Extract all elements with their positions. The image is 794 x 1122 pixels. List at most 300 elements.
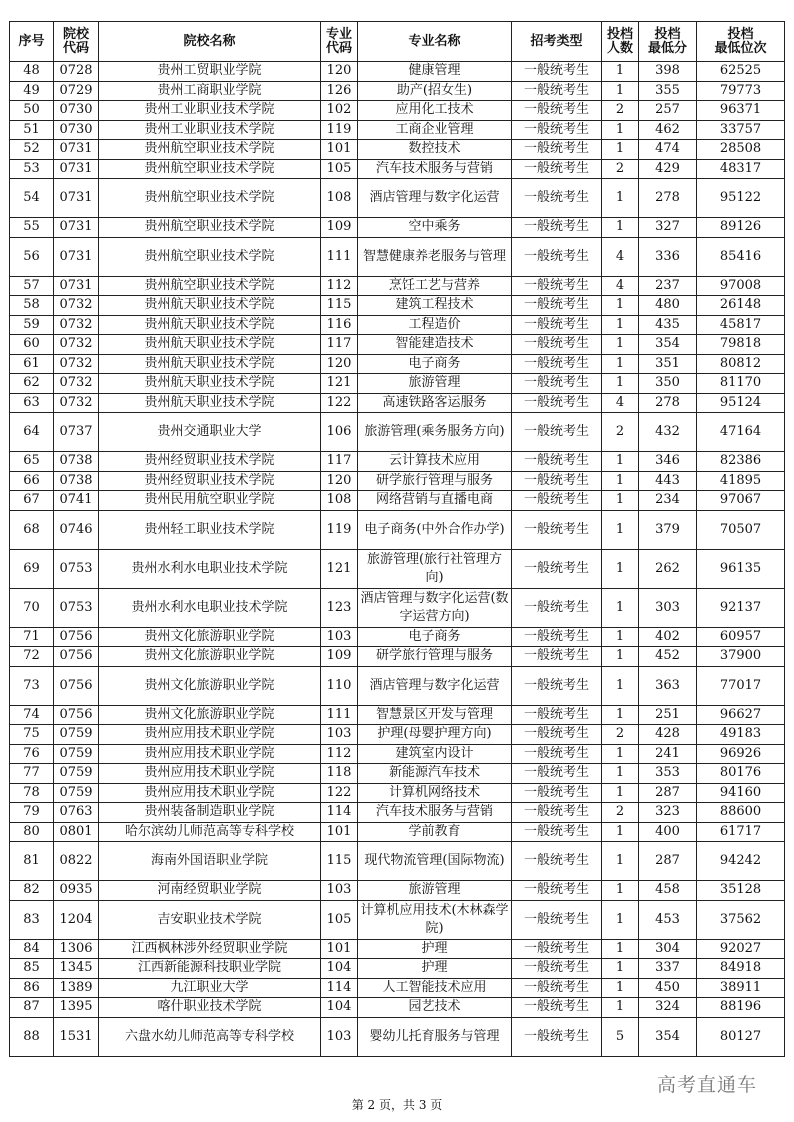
cell-school-code: 0738 xyxy=(54,471,99,491)
cell-min-score: 327 xyxy=(639,218,697,238)
cell-min-score: 278 xyxy=(639,393,697,413)
header-seq: 序号 xyxy=(10,22,54,62)
cell-min-rank: 96926 xyxy=(697,744,785,764)
cell-count: 1 xyxy=(602,491,639,511)
cell-major-code: 105 xyxy=(321,159,358,179)
table-row xyxy=(10,959,785,979)
cell-school-code: 0759 xyxy=(54,744,99,764)
cell-count: 4 xyxy=(602,237,639,276)
cell-major-code: 120 xyxy=(321,354,358,374)
table-row xyxy=(10,744,785,764)
cell-seq: 88 xyxy=(10,1017,54,1056)
cell-school-code: 0756 xyxy=(54,627,99,647)
cell-major-code: 121 xyxy=(321,549,358,588)
cell-major-name: 建筑工程技术 xyxy=(358,296,512,316)
cell-school-name: 喀什职业技术学院 xyxy=(99,998,321,1018)
cell-school-name: 贵州航天职业技术学院 xyxy=(99,393,321,413)
table-row xyxy=(10,666,785,705)
cell-min-score: 428 xyxy=(639,725,697,745)
cell-min-rank: 88196 xyxy=(697,998,785,1018)
cell-school-code: 0730 xyxy=(54,101,99,121)
cell-exam-type: 一般统考生 xyxy=(512,764,602,784)
cell-major-name: 工商企业管理 xyxy=(358,120,512,140)
cell-major-name: 人工智能技术应用 xyxy=(358,978,512,998)
cell-min-score: 350 xyxy=(639,374,697,394)
cell-min-rank: 88600 xyxy=(697,803,785,823)
header-school-code: 院校 代码 xyxy=(54,22,99,62)
cell-count: 1 xyxy=(602,842,639,881)
cell-major-code: 103 xyxy=(321,725,358,745)
cell-major-code: 103 xyxy=(321,627,358,647)
cell-major-code: 103 xyxy=(321,881,358,901)
table-body xyxy=(10,62,785,1057)
cell-min-score: 337 xyxy=(639,959,697,979)
cell-school-name: 贵州航天职业技术学院 xyxy=(99,374,321,394)
cell-seq: 61 xyxy=(10,354,54,374)
cell-count: 1 xyxy=(602,452,639,472)
cell-exam-type: 一般统考生 xyxy=(512,647,602,667)
cell-major-code: 126 xyxy=(321,81,358,101)
cell-school-name: 贵州应用技术职业学院 xyxy=(99,764,321,784)
cell-exam-type: 一般统考生 xyxy=(512,725,602,745)
cell-min-score: 429 xyxy=(639,159,697,179)
cell-major-code: 109 xyxy=(321,218,358,238)
table-header-row xyxy=(10,22,785,62)
table-row xyxy=(10,335,785,355)
cell-school-name: 六盘水幼儿师范高等专科学校 xyxy=(99,1017,321,1056)
cell-school-name: 贵州航天职业技术学院 xyxy=(99,335,321,355)
cell-count: 1 xyxy=(602,666,639,705)
cell-seq: 67 xyxy=(10,491,54,511)
cell-count: 1 xyxy=(602,354,639,374)
cell-major-code: 101 xyxy=(321,822,358,842)
cell-min-score: 251 xyxy=(639,705,697,725)
table-row xyxy=(10,218,785,238)
cell-major-name: 汽车技术服务与营销 xyxy=(358,159,512,179)
cell-school-code: 1306 xyxy=(54,939,99,959)
cell-exam-type: 一般统考生 xyxy=(512,159,602,179)
cell-min-rank: 97008 xyxy=(697,276,785,296)
cell-school-code: 1531 xyxy=(54,1017,99,1056)
cell-seq: 66 xyxy=(10,471,54,491)
cell-school-code: 0729 xyxy=(54,81,99,101)
cell-min-score: 257 xyxy=(639,101,697,121)
table-row xyxy=(10,725,785,745)
cell-major-code: 102 xyxy=(321,101,358,121)
cell-major-name: 应用化工技术 xyxy=(358,101,512,121)
cell-seq: 75 xyxy=(10,725,54,745)
cell-seq: 86 xyxy=(10,978,54,998)
table-row xyxy=(10,647,785,667)
cell-count: 1 xyxy=(602,783,639,803)
cell-school-name: 贵州航空职业技术学院 xyxy=(99,237,321,276)
cell-exam-type: 一般统考生 xyxy=(512,1017,602,1056)
table-row xyxy=(10,842,785,881)
cell-min-rank: 62525 xyxy=(697,62,785,82)
cell-min-rank: 38911 xyxy=(697,978,785,998)
cell-seq: 50 xyxy=(10,101,54,121)
cell-major-name: 智慧景区开发与管理 xyxy=(358,705,512,725)
cell-major-name: 电子商务(中外合作办学) xyxy=(358,510,512,549)
cell-seq: 78 xyxy=(10,783,54,803)
cell-exam-type: 一般统考生 xyxy=(512,354,602,374)
cell-major-code: 112 xyxy=(321,276,358,296)
cell-min-score: 398 xyxy=(639,62,697,82)
cell-count: 1 xyxy=(602,998,639,1018)
cell-school-name: 江西新能源科技职业学院 xyxy=(99,959,321,979)
cell-min-score: 379 xyxy=(639,510,697,549)
cell-min-rank: 82386 xyxy=(697,452,785,472)
brand-watermark-text: 高考直通车 xyxy=(657,1074,758,1096)
cell-seq: 65 xyxy=(10,452,54,472)
cell-major-code: 114 xyxy=(321,803,358,823)
cell-school-code: 0753 xyxy=(54,588,99,627)
cell-exam-type: 一般统考生 xyxy=(512,120,602,140)
table-row xyxy=(10,237,785,276)
cell-min-rank: 70507 xyxy=(697,510,785,549)
cell-min-rank: 41895 xyxy=(697,471,785,491)
cell-major-name: 旅游管理 xyxy=(358,881,512,901)
cell-exam-type: 一般统考生 xyxy=(512,237,602,276)
cell-min-rank: 47164 xyxy=(697,413,785,452)
cell-exam-type: 一般统考生 xyxy=(512,276,602,296)
cell-min-rank: 45817 xyxy=(697,315,785,335)
cell-major-code: 101 xyxy=(321,939,358,959)
cell-school-name: 贵州文化旅游职业学院 xyxy=(99,705,321,725)
table-row xyxy=(10,627,785,647)
cell-school-name: 海南外国语职业学院 xyxy=(99,842,321,881)
cell-count: 1 xyxy=(602,705,639,725)
table-row xyxy=(10,803,785,823)
cell-school-name: 贵州应用技术职业学院 xyxy=(99,783,321,803)
cell-min-rank: 49183 xyxy=(697,725,785,745)
cell-major-code: 115 xyxy=(321,296,358,316)
cell-school-name: 贵州文化旅游职业学院 xyxy=(99,647,321,667)
cell-exam-type: 一般统考生 xyxy=(512,978,602,998)
cell-school-code: 0822 xyxy=(54,842,99,881)
cell-major-name: 婴幼儿托育服务与管理 xyxy=(358,1017,512,1056)
cell-count: 1 xyxy=(602,647,639,667)
cell-count: 1 xyxy=(602,315,639,335)
cell-school-code: 0732 xyxy=(54,335,99,355)
cell-school-name: 贵州经贸职业技术学院 xyxy=(99,452,321,472)
cell-count: 1 xyxy=(602,62,639,82)
cell-min-score: 353 xyxy=(639,764,697,784)
cell-school-name: 哈尔滨幼儿师范高等专科学校 xyxy=(99,822,321,842)
cell-exam-type: 一般统考生 xyxy=(512,666,602,705)
admission-table-sheet xyxy=(9,21,784,1057)
cell-major-name: 智能建造技术 xyxy=(358,335,512,355)
cell-min-rank: 89126 xyxy=(697,218,785,238)
cell-count: 2 xyxy=(602,803,639,823)
cell-exam-type: 一般统考生 xyxy=(512,900,602,939)
cell-exam-type: 一般统考生 xyxy=(512,374,602,394)
cell-major-code: 111 xyxy=(321,237,358,276)
cell-major-name: 酒店管理与数字化运营(数字运营方向) xyxy=(358,588,512,627)
table-row xyxy=(10,900,785,939)
cell-major-name: 智慧健康养老服务与管理 xyxy=(358,237,512,276)
cell-count: 1 xyxy=(602,764,639,784)
cell-school-name: 贵州航空职业技术学院 xyxy=(99,140,321,160)
cell-school-code: 0756 xyxy=(54,666,99,705)
cell-min-score: 336 xyxy=(639,237,697,276)
cell-seq: 57 xyxy=(10,276,54,296)
cell-major-name: 现代物流管理(国际物流) xyxy=(358,842,512,881)
cell-min-rank: 37900 xyxy=(697,647,785,667)
table-row xyxy=(10,179,785,218)
cell-count: 4 xyxy=(602,276,639,296)
cell-count: 1 xyxy=(602,218,639,238)
cell-seq: 81 xyxy=(10,842,54,881)
cell-major-code: 121 xyxy=(321,374,358,394)
cell-exam-type: 一般统考生 xyxy=(512,62,602,82)
cell-seq: 68 xyxy=(10,510,54,549)
table-row xyxy=(10,159,785,179)
table-row xyxy=(10,588,785,627)
cell-min-rank: 94160 xyxy=(697,783,785,803)
cell-count: 4 xyxy=(602,393,639,413)
cell-exam-type: 一般统考生 xyxy=(512,588,602,627)
cell-school-code: 0801 xyxy=(54,822,99,842)
cell-seq: 84 xyxy=(10,939,54,959)
cell-count: 2 xyxy=(602,159,639,179)
cell-school-code: 0732 xyxy=(54,374,99,394)
table-row xyxy=(10,491,785,511)
table-row xyxy=(10,510,785,549)
cell-seq: 48 xyxy=(10,62,54,82)
table-row xyxy=(10,783,785,803)
cell-count: 1 xyxy=(602,881,639,901)
cell-min-rank: 28508 xyxy=(697,140,785,160)
cell-major-name: 汽车技术服务与营销 xyxy=(358,803,512,823)
cell-min-rank: 33757 xyxy=(697,120,785,140)
table-row xyxy=(10,978,785,998)
cell-seq: 60 xyxy=(10,335,54,355)
cell-exam-type: 一般统考生 xyxy=(512,803,602,823)
cell-major-code: 104 xyxy=(321,998,358,1018)
cell-major-code: 122 xyxy=(321,393,358,413)
header-min-rank: 投档 最低位次 xyxy=(697,22,785,62)
cell-min-rank: 60957 xyxy=(697,627,785,647)
table-row xyxy=(10,296,785,316)
cell-school-code: 1345 xyxy=(54,959,99,979)
cell-min-score: 354 xyxy=(639,1017,697,1056)
cell-school-name: 吉安职业技术学院 xyxy=(99,900,321,939)
cell-exam-type: 一般统考生 xyxy=(512,822,602,842)
cell-school-name: 贵州交通职业大学 xyxy=(99,413,321,452)
cell-school-code: 0756 xyxy=(54,705,99,725)
cell-seq: 71 xyxy=(10,627,54,647)
cell-count: 2 xyxy=(602,725,639,745)
cell-major-code: 119 xyxy=(321,510,358,549)
cell-school-name: 贵州航天职业技术学院 xyxy=(99,354,321,374)
cell-seq: 76 xyxy=(10,744,54,764)
cell-exam-type: 一般统考生 xyxy=(512,335,602,355)
cell-major-code: 119 xyxy=(321,120,358,140)
cell-min-rank: 79773 xyxy=(697,81,785,101)
cell-exam-type: 一般统考生 xyxy=(512,881,602,901)
cell-major-name: 新能源汽车技术 xyxy=(358,764,512,784)
cell-min-score: 234 xyxy=(639,491,697,511)
cell-min-rank: 92137 xyxy=(697,588,785,627)
table-row xyxy=(10,81,785,101)
cell-major-name: 网络营销与直播电商 xyxy=(358,491,512,511)
cell-major-name: 健康管理 xyxy=(358,62,512,82)
cell-exam-type: 一般统考生 xyxy=(512,939,602,959)
cell-min-score: 474 xyxy=(639,140,697,160)
cell-school-name: 贵州航空职业技术学院 xyxy=(99,159,321,179)
cell-min-score: 458 xyxy=(639,881,697,901)
cell-school-code: 0731 xyxy=(54,140,99,160)
cell-school-name: 贵州应用技术职业学院 xyxy=(99,744,321,764)
cell-exam-type: 一般统考生 xyxy=(512,140,602,160)
cell-min-score: 450 xyxy=(639,978,697,998)
cell-school-name: 贵州工商职业学院 xyxy=(99,81,321,101)
cell-seq: 87 xyxy=(10,998,54,1018)
cell-exam-type: 一般统考生 xyxy=(512,549,602,588)
cell-min-score: 303 xyxy=(639,588,697,627)
cell-major-name: 学前教育 xyxy=(358,822,512,842)
cell-count: 5 xyxy=(602,1017,639,1056)
cell-school-code: 1395 xyxy=(54,998,99,1018)
cell-min-score: 351 xyxy=(639,354,697,374)
cell-exam-type: 一般统考生 xyxy=(512,842,602,881)
cell-seq: 56 xyxy=(10,237,54,276)
cell-min-score: 287 xyxy=(639,842,697,881)
cell-major-name: 计算机网络技术 xyxy=(358,783,512,803)
cell-min-score: 354 xyxy=(639,335,697,355)
cell-school-code: 0731 xyxy=(54,179,99,218)
cell-major-code: 118 xyxy=(321,764,358,784)
table-row xyxy=(10,393,785,413)
cell-school-name: 贵州装备制造职业学院 xyxy=(99,803,321,823)
table-row xyxy=(10,881,785,901)
cell-min-score: 237 xyxy=(639,276,697,296)
cell-min-rank: 96371 xyxy=(697,101,785,121)
cell-min-score: 452 xyxy=(639,647,697,667)
table-row xyxy=(10,822,785,842)
cell-major-name: 数控技术 xyxy=(358,140,512,160)
cell-school-code: 0732 xyxy=(54,296,99,316)
cell-min-rank: 95122 xyxy=(697,179,785,218)
cell-major-name: 计算机应用技术(木林森学院) xyxy=(358,900,512,939)
cell-major-code: 111 xyxy=(321,705,358,725)
cell-major-code: 101 xyxy=(321,140,358,160)
cell-min-rank: 80176 xyxy=(697,764,785,784)
cell-school-name: 贵州航空职业技术学院 xyxy=(99,276,321,296)
cell-min-score: 453 xyxy=(639,900,697,939)
cell-major-name: 护理 xyxy=(358,939,512,959)
table-row xyxy=(10,452,785,472)
header-exam-type: 招考类型 xyxy=(512,22,602,62)
cell-min-score: 435 xyxy=(639,315,697,335)
cell-min-score: 262 xyxy=(639,549,697,588)
cell-min-rank: 77017 xyxy=(697,666,785,705)
cell-min-rank: 81170 xyxy=(697,374,785,394)
table-row xyxy=(10,101,785,121)
cell-min-rank: 61717 xyxy=(697,822,785,842)
cell-school-code: 0731 xyxy=(54,159,99,179)
cell-major-name: 高速铁路客运服务 xyxy=(358,393,512,413)
cell-major-name: 空中乘务 xyxy=(358,218,512,238)
table-row xyxy=(10,120,785,140)
cell-major-code: 104 xyxy=(321,959,358,979)
cell-major-name: 研学旅行管理与服务 xyxy=(358,471,512,491)
table-row xyxy=(10,62,785,82)
cell-school-code: 0738 xyxy=(54,452,99,472)
cell-count: 1 xyxy=(602,510,639,549)
cell-min-rank: 95124 xyxy=(697,393,785,413)
cell-major-code: 117 xyxy=(321,452,358,472)
cell-major-name: 建筑室内设计 xyxy=(358,744,512,764)
cell-major-name: 护理(母婴护理方向) xyxy=(358,725,512,745)
cell-min-score: 346 xyxy=(639,452,697,472)
cell-school-code: 0730 xyxy=(54,120,99,140)
cell-exam-type: 一般统考生 xyxy=(512,393,602,413)
cell-count: 1 xyxy=(602,549,639,588)
cell-count: 1 xyxy=(602,588,639,627)
cell-major-code: 115 xyxy=(321,842,358,881)
cell-school-name: 贵州航空职业技术学院 xyxy=(99,179,321,218)
cell-min-score: 443 xyxy=(639,471,697,491)
cell-exam-type: 一般统考生 xyxy=(512,510,602,549)
table-row xyxy=(10,354,785,374)
cell-seq: 62 xyxy=(10,374,54,394)
header-school-name: 院校名称 xyxy=(99,22,321,62)
cell-school-code: 0732 xyxy=(54,354,99,374)
cell-major-name: 园艺技术 xyxy=(358,998,512,1018)
cell-seq: 49 xyxy=(10,81,54,101)
cell-school-code: 0732 xyxy=(54,315,99,335)
cell-school-name: 贵州文化旅游职业学院 xyxy=(99,627,321,647)
cell-major-name: 电子商务 xyxy=(358,627,512,647)
table-row xyxy=(10,315,785,335)
cell-min-rank: 84918 xyxy=(697,959,785,979)
cell-min-score: 287 xyxy=(639,783,697,803)
cell-exam-type: 一般统考生 xyxy=(512,179,602,218)
cell-exam-type: 一般统考生 xyxy=(512,705,602,725)
cell-count: 1 xyxy=(602,374,639,394)
cell-seq: 54 xyxy=(10,179,54,218)
cell-count: 1 xyxy=(602,822,639,842)
cell-min-score: 324 xyxy=(639,998,697,1018)
table-row xyxy=(10,549,785,588)
cell-school-name: 贵州文化旅游职业学院 xyxy=(99,666,321,705)
cell-major-code: 123 xyxy=(321,588,358,627)
cell-exam-type: 一般统考生 xyxy=(512,471,602,491)
cell-seq: 69 xyxy=(10,549,54,588)
cell-school-code: 0746 xyxy=(54,510,99,549)
cell-exam-type: 一般统考生 xyxy=(512,81,602,101)
cell-school-name: 贵州民用航空职业学院 xyxy=(99,491,321,511)
cell-school-name: 贵州航天职业技术学院 xyxy=(99,296,321,316)
cell-major-code: 110 xyxy=(321,666,358,705)
cell-seq: 83 xyxy=(10,900,54,939)
cell-school-code: 0759 xyxy=(54,783,99,803)
cell-count: 1 xyxy=(602,179,639,218)
cell-major-code: 122 xyxy=(321,783,358,803)
cell-school-code: 0728 xyxy=(54,62,99,82)
cell-seq: 72 xyxy=(10,647,54,667)
cell-exam-type: 一般统考生 xyxy=(512,218,602,238)
cell-school-name: 贵州工贸职业学院 xyxy=(99,62,321,82)
cell-min-rank: 92027 xyxy=(697,939,785,959)
cell-min-rank: 97067 xyxy=(697,491,785,511)
cell-school-code: 0731 xyxy=(54,276,99,296)
cell-exam-type: 一般统考生 xyxy=(512,783,602,803)
cell-school-code: 1204 xyxy=(54,900,99,939)
cell-count: 1 xyxy=(602,335,639,355)
